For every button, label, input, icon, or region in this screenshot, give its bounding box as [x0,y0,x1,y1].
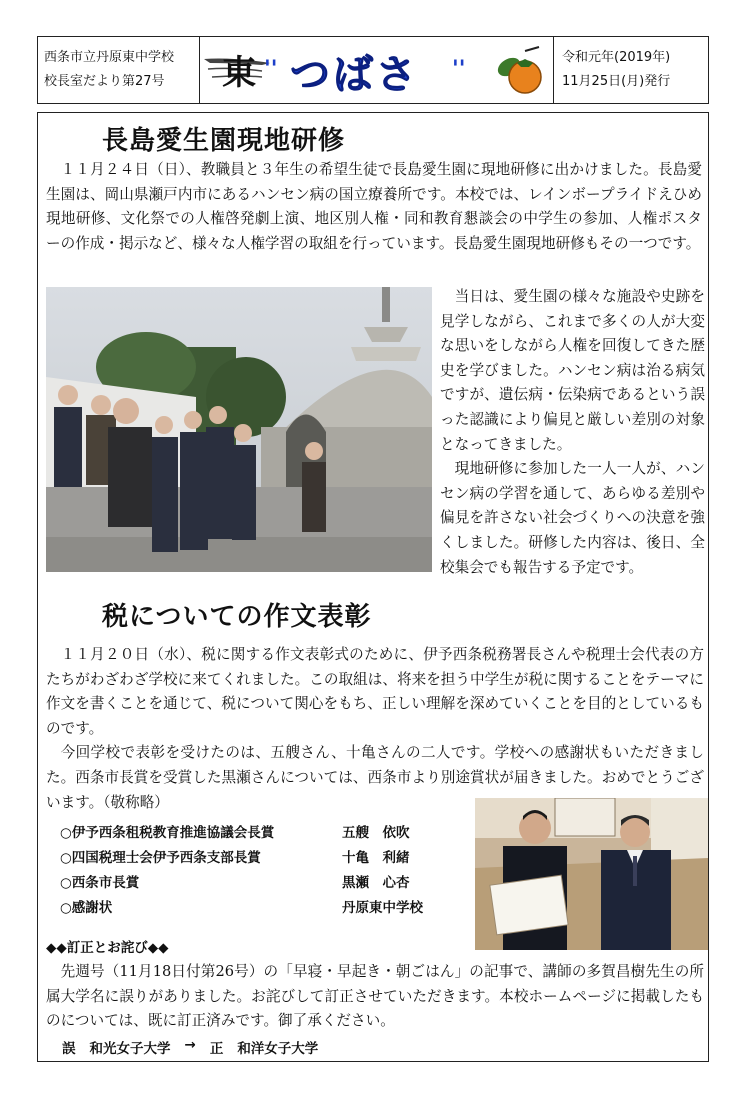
article2-p1: １１月２０日（水）、税に関する作文表彰式のために、伊予西条税務署長さんや税理士会代表の方たちがわざわざ学校に来てくれました。この取組は、将来を担う中学生が税に関することをテーマに作文を書くことを通じて、税について関心をもち、正しい理解を深めていくことを目的としているものです。 [46,646,704,737]
issue-number: 校長室だより第27号 [44,74,165,89]
award-recipient: 十亀 利緒 [342,849,410,866]
correction-line [62,1037,318,1057]
article2-heading: 税についての作文表彰 [102,602,372,632]
logo-kanji: 東 [222,53,255,93]
award-recipient: 五艘 依吹 [342,824,410,841]
newsletter-title: つばさ [290,52,419,98]
errata-text: 先週号（11月18日付第26号）の「早寝・早起き・朝ごはん」の記事で、講師の多賀昌樹先生の所属大学名に誤りがありました。お詫びして訂正させていただきます。本校ホームページに掲載したものについては、既に訂正済みです。御了承ください。 [46,963,704,1030]
wrong-label: 誤 [62,1041,76,1057]
article1-side-text [440,285,705,580]
award-list [60,818,460,918]
award-row [60,818,460,843]
persimmon-icon [495,45,547,97]
header-right [554,37,708,103]
article2-body [46,643,704,815]
publish-date: 11月25日(月)発行 [562,74,671,89]
logo-dots-right: '' [452,57,466,82]
award-recipient: 黒瀬 心杏 [342,874,410,891]
article1-side-p2: 現地研修に参加した一人一人が、ハンセン病の学習を通して、あらゆる差別や偏見を許さない社会づくりへの決意を強くしました。研修した内容は、後日、全校集会でも報告する予定です。 [440,460,705,576]
award-title: ○伊予西条租税教育推進協議会長賞 [60,824,275,841]
correct-label: 正 [209,1041,224,1057]
award-row [60,868,460,893]
article1-intro [46,158,702,256]
article2-p2: 今回学校で表彰を受けたのは、五艘さん、十亀さんの二人です。学校への感謝状もいただきました。西条市長賞を受賞した黒瀬さんについては、西条市より別途賞状が届きました。おめでとうございます。（敬称略） [46,744,704,811]
header-left [38,37,200,103]
logo-dots-left: '' [264,57,278,82]
aiseien-visit-photo [46,287,432,572]
award-title: ○感謝状 [60,899,113,916]
errata-body [46,960,704,1034]
era-date: 令和元年(2019年) [562,50,671,65]
wrong-value: 和光女子大学 [89,1041,171,1057]
award-ceremony-photo [475,798,708,950]
newsletter-logo [200,37,554,103]
award-recipient: 丹原東中学校 [342,899,423,916]
newsletter-header [37,36,709,104]
correct-value: 和洋女子大学 [237,1041,319,1057]
article1-side-p1: 当日は、愛生園の様々な施設や史跡を見学しながら、これまで多くの人が大変な思いをしながら人権を回復してきた歴史を学びました。ハンセン病は治る病気ですが、遺伝病・伝染病であるという誤った認識により偏見と厳しい差別の対象となってきました。 [440,288,705,453]
article1-intro-text: １１月２４日（日）、教職員と３年生の希望生徒で長島愛生園に現地研修に出かけました。長島愛生園は、岡山県瀬戸内市にあるハンセン病の国立療養所です。本校では、レインボープライドえひめ現地研修、文化祭での人権啓発劇上演、地区別人権・同和教育懇談会の中学生の参加、人権ポスターの作成・掲示など、様々な人権学習の取組を行っています。長島愛生園現地研修もその一つです。 [46,161,702,252]
award-row [60,893,460,918]
arrow-icon: → [184,1037,196,1053]
errata-heading: ◆◆訂正とお詫び◆◆ [46,940,169,956]
award-title: ○四国税理士会伊予西条支部長賞 [60,849,261,866]
award-title: ○西条市長賞 [60,874,140,891]
article1-heading: 長島愛生園現地研修 [102,126,346,156]
award-row [60,843,460,868]
school-name: 西条市立丹原東中学校 [44,50,175,65]
